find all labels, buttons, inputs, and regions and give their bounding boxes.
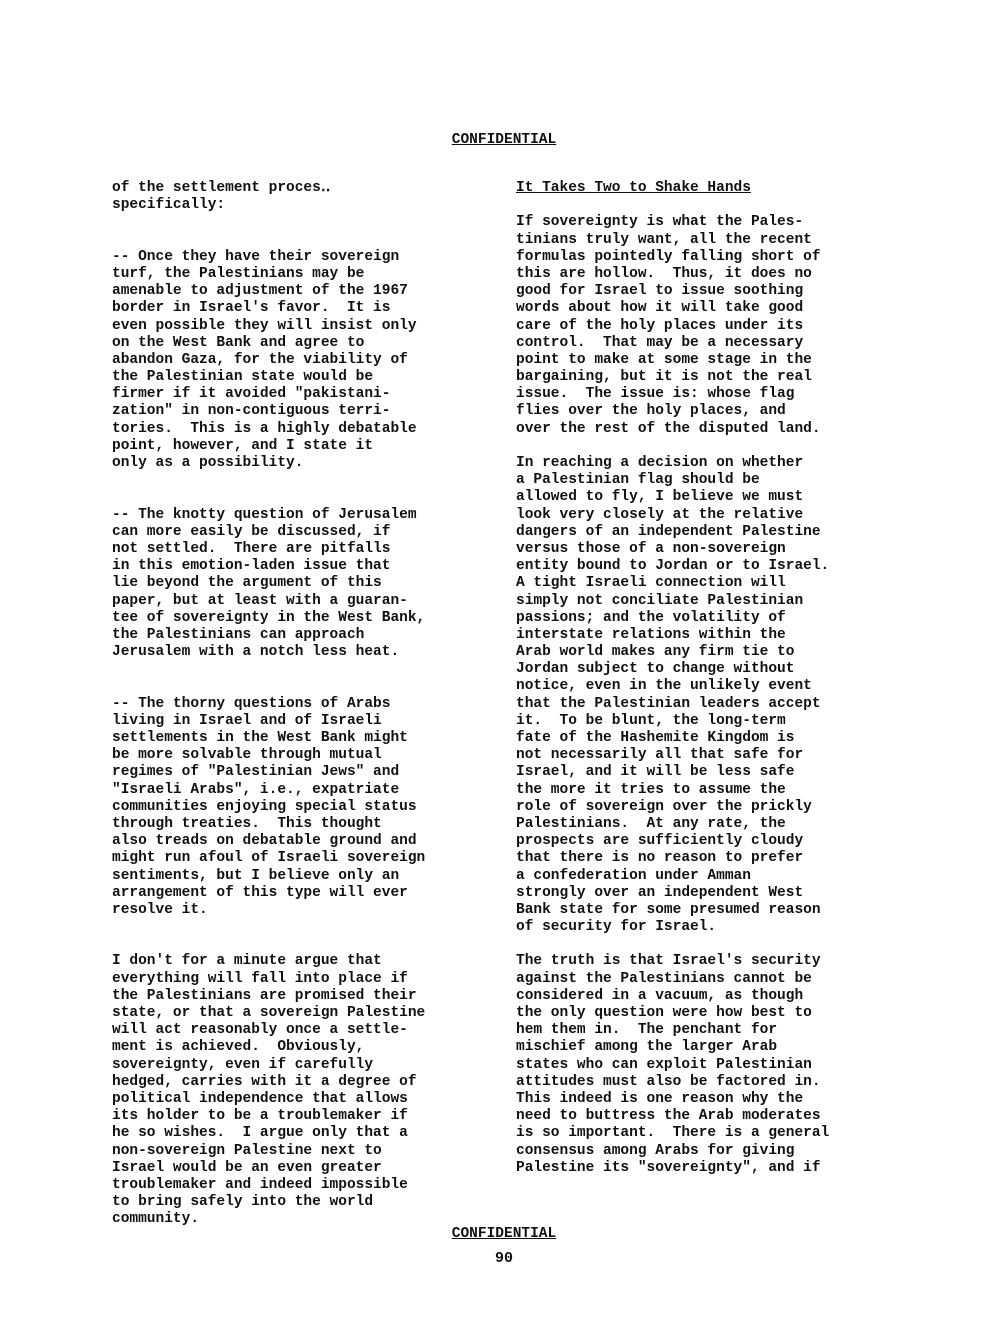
text-line: that the Palestinian leaders accept — [516, 695, 821, 712]
paragraph — [516, 455, 902, 936]
text-line: everything will fall into place if — [112, 970, 408, 987]
text-line: point to make at some stage in the — [516, 351, 812, 368]
section-heading: It Takes Two to Shake Hands — [516, 180, 751, 196]
text-line: even possible they will insist only — [112, 317, 417, 334]
text-line: mischief among the larger Arab — [516, 1039, 778, 1056]
text-line: role of sovereign over the prickly — [516, 798, 812, 815]
text-line: in this emotion-laden issue that — [112, 558, 391, 575]
text-line: prospects are sufficiently cloudy — [516, 833, 804, 850]
text-line: need to buttress the Arab moderates — [516, 1108, 821, 1125]
text-line: the only question were how best to — [516, 1005, 812, 1021]
text-line: specifically: — [112, 197, 226, 214]
text-line: Palestine its "sovereignty", and if — [516, 1159, 821, 1176]
text-line: passions; and the volatility of — [516, 609, 786, 626]
paragraph — [112, 249, 494, 472]
text-line: -- The knotty question of Jerusalem — [112, 506, 417, 523]
text-line: border in Israel's favor. It is — [112, 300, 391, 317]
text-line: A tight Israeli connection will — [516, 575, 786, 592]
text-line: will act reasonably once a settle- — [112, 1022, 408, 1039]
left-column — [112, 180, 494, 1228]
text-line: interstate relations within the — [516, 626, 786, 643]
text-line: Israel would be an even greater — [112, 1159, 382, 1176]
text-line: of security for Israel. — [516, 919, 717, 936]
footer-classification: CONFIDENTIAL — [451, 1226, 557, 1242]
text-line: not settled. There are pitfalls — [112, 540, 391, 557]
text-line: the Palestinians can approach — [112, 626, 365, 643]
text-line: fate of the Hashemite Kingdom is — [516, 730, 795, 746]
header-classification: CONFIDENTIAL — [451, 132, 557, 148]
text-line: good for Israel to issue soothing — [516, 283, 804, 300]
paragraph — [516, 214, 902, 437]
text-line: point, however, and I state it — [112, 437, 374, 454]
paragraph — [516, 953, 902, 1176]
text-line: not necessarily all that safe for — [516, 747, 804, 764]
text-line: can more easily be discussed, if — [112, 523, 391, 540]
text-line: lie beyond the argument of this — [112, 575, 382, 592]
text-line: paper, but at least with a guaran- — [112, 592, 408, 609]
text-line: tee of sovereignty in the West Bank, — [112, 609, 426, 626]
text-line: through treaties. This thought — [112, 815, 382, 832]
paragraph — [112, 507, 494, 662]
text-line: it. To be blunt, the long-term — [516, 712, 786, 729]
text-line: words about how it will take good — [516, 300, 804, 317]
text-line: non-sovereign Palestine next to — [112, 1142, 382, 1159]
text-line: This indeed is one reason why the — [516, 1090, 804, 1107]
text-line: look very closely at the relative — [516, 506, 804, 523]
text-line: control. That may be a necessary — [516, 334, 804, 351]
text-line: regimes of "Palestinian Jews" and — [112, 764, 400, 781]
text-line: versus those of a non-sovereign — [516, 540, 786, 557]
text-line: the Palestinian state would be — [112, 369, 374, 386]
text-line: resolve it. — [112, 901, 208, 918]
right-column — [516, 180, 902, 1177]
text-line: dangers of an independent Palestine — [516, 523, 821, 540]
text-line: a Palestinian flag should be — [516, 472, 760, 489]
text-line: In reaching a decision on whether — [516, 455, 804, 471]
text-line: also treads on debatable ground and — [112, 833, 417, 850]
text-line: be more solvable through mutual — [112, 747, 382, 764]
text-line: flies over the holy places, and — [516, 403, 786, 420]
text-line: sentiments, but I believe only an — [112, 867, 400, 884]
text-line: living in Israel and of Israeli — [112, 712, 382, 729]
text-line: consensus among Arabs for giving — [516, 1142, 795, 1159]
right-column-body — [516, 214, 902, 1177]
text-line: Jordan subject to change without — [516, 661, 795, 678]
text-line: only as a possibility. — [112, 455, 304, 471]
text-line: amenable to adjustment of the 1967 — [112, 283, 408, 300]
text-line: over the rest of the disputed land. — [516, 420, 821, 437]
text-line: community. — [112, 1211, 200, 1228]
text-line: turf, the Palestinians may be — [112, 265, 365, 282]
text-line: sovereignty, even if carefully — [112, 1056, 374, 1073]
text-line: on the West Bank and agree to — [112, 334, 365, 351]
text-line: is so important. There is a general — [516, 1125, 830, 1142]
page-number: 90 — [494, 1250, 513, 1267]
text-line: issue. The issue is: whose flag — [516, 386, 795, 403]
paragraph — [112, 953, 494, 1228]
text-line: the Palestinians are promised their — [112, 987, 417, 1004]
text-line: considered in a vacuum, as though — [516, 987, 804, 1004]
text-line: of the settlement proces․․ — [112, 180, 331, 196]
text-line: hedged, carries with it a degree of — [112, 1073, 417, 1090]
text-line: settlements in the West Bank might — [112, 730, 408, 746]
text-line: state, or that a sovereign Palestine — [112, 1005, 426, 1021]
text-line: might run afoul of Israeli sovereign — [112, 850, 426, 867]
text-line: Arab world makes any firm tie to — [516, 644, 795, 661]
text-line: Israel, and it will be less safe — [516, 764, 795, 781]
text-line: simply not conciliate Palestinian — [516, 592, 804, 609]
text-line: that there is no reason to prefer — [516, 850, 804, 867]
text-line: attitudes must also be factored in. — [516, 1073, 821, 1090]
text-line: tinians truly want, all the recent — [516, 231, 812, 248]
text-line: entity bound to Jordan or to Israel. — [516, 558, 830, 575]
text-line: firmer if it avoided "pakistani- — [112, 386, 391, 403]
text-line: the more it tries to assume the — [516, 781, 786, 798]
text-line: political independence that allows — [112, 1090, 408, 1107]
text-line: a confederation under Amman — [516, 867, 751, 884]
text-line: strongly over an independent West — [516, 884, 804, 901]
text-line: abandon Gaza, for the viability of — [112, 351, 408, 368]
text-line: Bank state for some presumed reason — [516, 901, 821, 918]
text-line: formulas pointedly falling short of — [516, 248, 821, 265]
text-line: Jerusalem with a notch less heat. — [112, 644, 400, 661]
text-line: to bring safely into the world — [112, 1194, 374, 1211]
text-line: this are hollow. Thus, it does no — [516, 265, 812, 282]
text-line: tories. This is a highly debatable — [112, 420, 417, 437]
text-line: Palestinians. At any rate, the — [516, 815, 786, 832]
paragraph — [112, 696, 494, 919]
text-line: The truth is that Israel's security — [516, 953, 821, 970]
text-line: -- Once they have their sovereign — [112, 248, 400, 265]
text-line: zation" in non-contiguous terri- — [112, 403, 391, 420]
text-line: its holder to be a troublemaker if — [112, 1108, 408, 1125]
text-line: hem them in. The penchant for — [516, 1022, 778, 1039]
text-line: he so wishes. I argue only that a — [112, 1125, 408, 1142]
text-line: -- The thorny questions of Arabs — [112, 695, 391, 712]
text-line: bargaining, but it is not the real — [516, 369, 812, 386]
text-line: communities enjoying special status — [112, 798, 417, 815]
text-line: I don't for a minute argue that — [112, 953, 382, 970]
text-line: notice, even in the unlikely event — [516, 678, 812, 695]
text-line: ment is achieved. Obviously, — [112, 1039, 365, 1056]
paragraph — [112, 180, 494, 214]
text-line: states who can exploit Palestinian — [516, 1056, 812, 1073]
text-line: against the Palestinians cannot be — [516, 970, 812, 987]
text-line: care of the holy places under its — [516, 317, 804, 334]
text-line: allowed to fly, I believe we must — [516, 489, 804, 506]
text-line: troublemaker and indeed impossible — [112, 1176, 408, 1193]
text-line: "Israeli Arabs", i.e., expatriate — [112, 781, 400, 798]
text-line: arrangement of this type will ever — [112, 884, 408, 901]
text-line: If sovereignty is what the Pales- — [516, 214, 804, 231]
